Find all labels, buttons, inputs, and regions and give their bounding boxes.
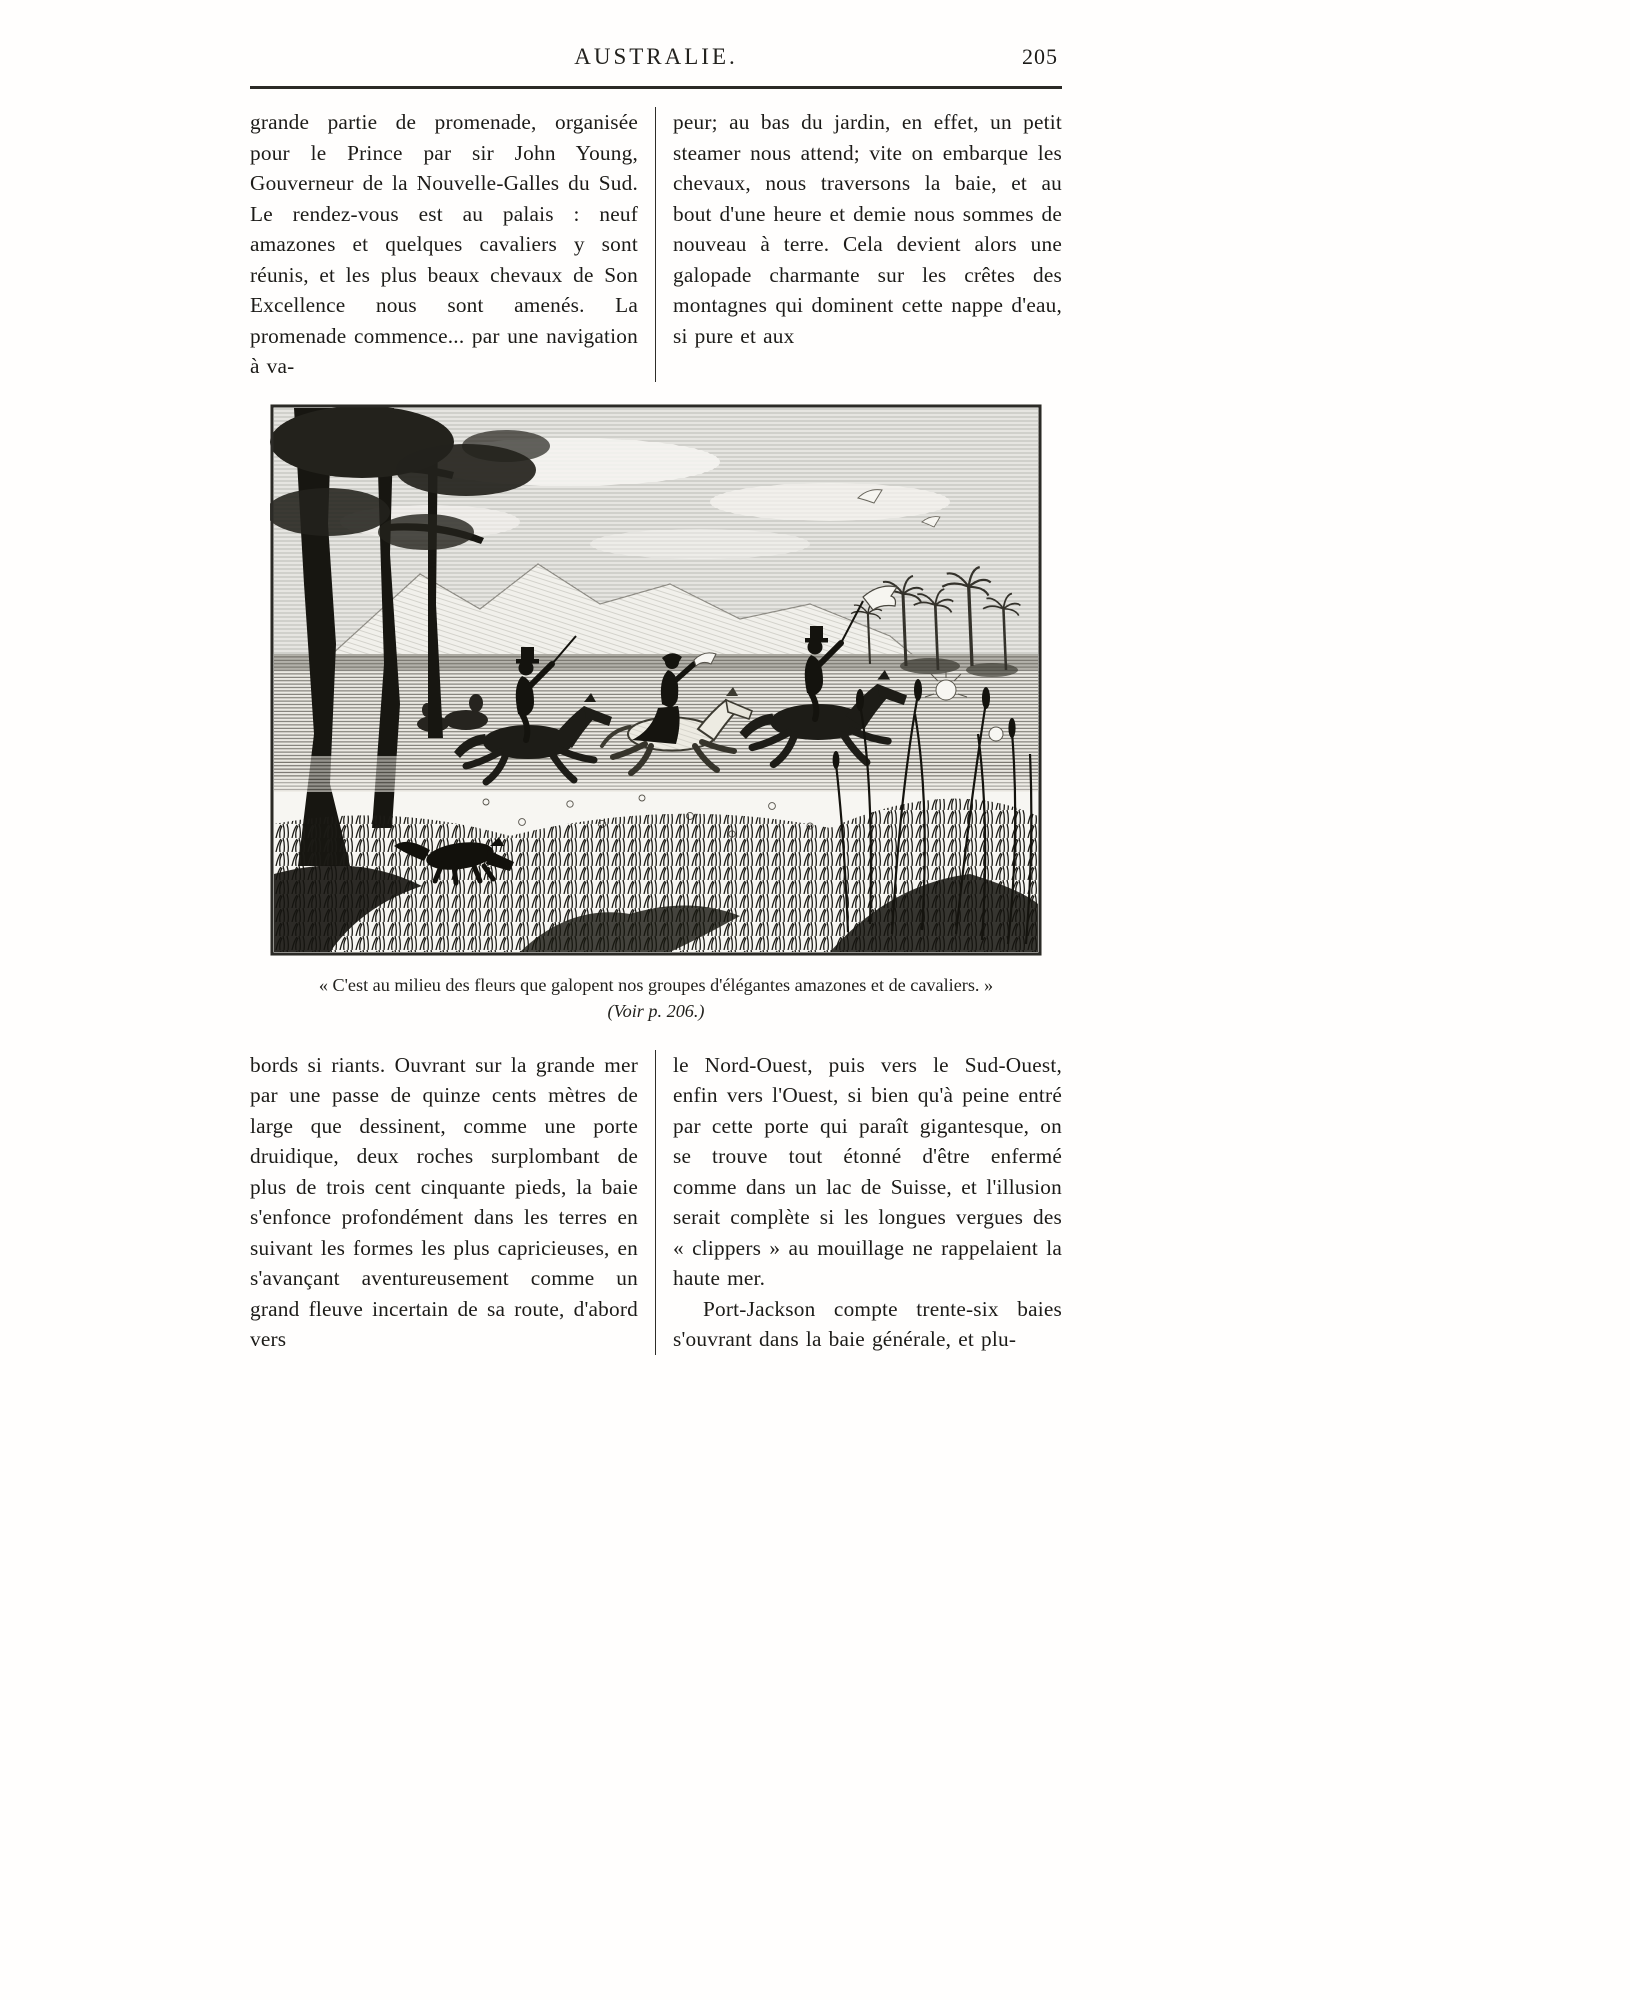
top-right-column: peur; au bas du jardin, en effet, un petit steamer nous attend; vite on embarque les chevaux, nous traversons la baie, et au bout d'une heure et demie nous sommes de nouveau à terre. Cela devient alors une galopade charmante sur les crêtes des montagnes qui dominent cette nappe d'eau, si pure et aux	[673, 110, 1062, 348]
running-title: AUSTRALIE.	[574, 44, 738, 69]
top-text-section	[250, 107, 1062, 382]
bottom-right-paragraph-2: Port-Jackson compte trente-six baies s'ouvrant dans la baie générale, et plu-	[673, 1296, 1062, 1351]
page-header	[250, 44, 1062, 80]
page-content	[250, 44, 1062, 1355]
engraving-figure	[250, 404, 1062, 1024]
figure-caption	[250, 972, 1062, 1024]
engraving-illustration	[270, 404, 1042, 956]
bottom-left-column: bords si riants. Ouvrant sur la grande mer par une passe de quinze cents mètres de large que dessinent, comme une porte druidique, deux roches surplombant de plus de trois cent cinquante pieds, la baie s'enfonce profondément dans les terres en suivant les formes les plus capricieuses, en s'avançant aventureusement comme un grand fleuve incertain de sa route, d'abord vers	[250, 1050, 656, 1355]
caption-text: « C'est au milieu des fleurs que galopent nos groupes d'élégantes amazones et de cavaliers. »	[318, 974, 994, 995]
bottom-text-section	[250, 1050, 1062, 1355]
bottom-right-column	[656, 1050, 1062, 1355]
page-number: 205	[1022, 44, 1058, 69]
header-rule	[250, 86, 1062, 89]
caption-reference: (Voir p. 206.)	[607, 1000, 705, 1021]
engraving-svg	[270, 404, 1042, 956]
bottom-right-paragraph-1: le Nord-Ouest, puis vers le Sud-Ouest, enfin vers l'Ouest, si bien qu'à peine entré par cette porte qui paraît gigantesque, on se trouve tout étonné d'être enfermé comme dans un lac de Suisse, et l'illusion serait complète si les longues vergues des « clippers » au mouillage ne rappelaient la haute mer.	[673, 1052, 1062, 1290]
top-left-column: grande partie de promenade, organisée pour le Prince par sir John Young, Gouverneur de la Nouvelle-Galles du Sud. Le rendez-vous est au palais : neuf amazones et quelques cavaliers y sont réunis, et les plus beaux chevaux de Son Excellence nous sont amenés. La promenade commence... par une navigation à va-	[250, 107, 656, 382]
